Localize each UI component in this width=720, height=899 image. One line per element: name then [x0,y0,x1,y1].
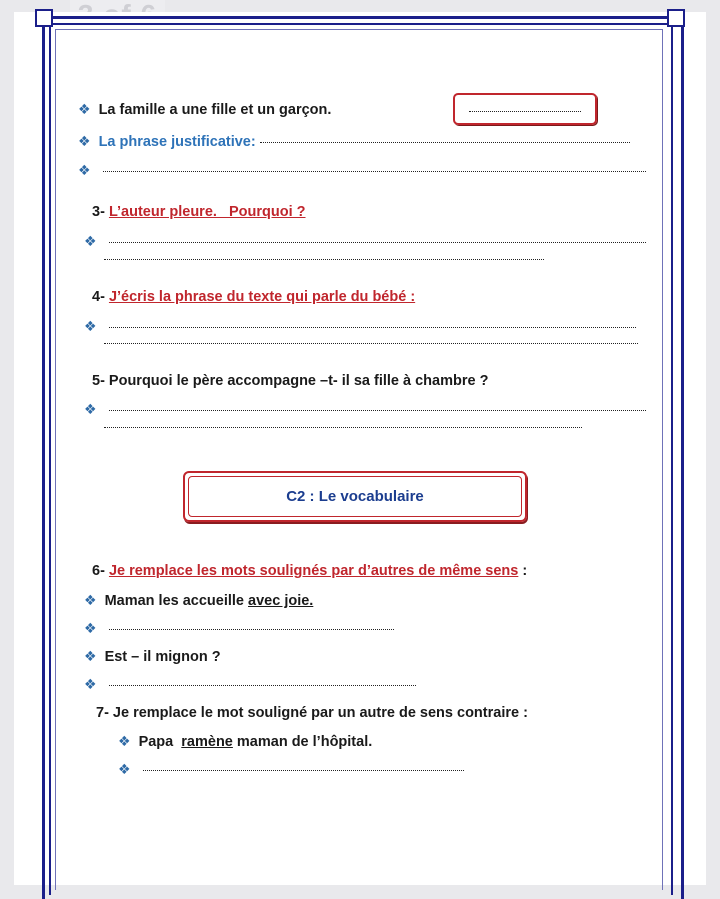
underlined-word: avec joie. [248,593,314,609]
answer-line [84,318,636,335]
diamond-bullet-icon: ❖ [118,761,131,777]
question-number: 4- [92,289,105,305]
diamond-bullet-icon: ❖ [84,233,97,249]
diamond-bullet-icon: ❖ [84,592,97,608]
statement-line [78,101,438,118]
answer-dotted-line[interactable] [104,427,582,428]
question-text: Je remplace les mots soulignés par d’autres de même sens [108,563,519,579]
diamond-bullet-icon: ❖ [84,620,97,636]
question-6 [92,563,527,579]
exercise-item [118,733,372,750]
answer-dotted-line[interactable] [109,242,646,243]
answer-dotted-line[interactable] [104,343,638,344]
diamond-bullet-icon: ❖ [78,162,91,178]
question-text: 7- Je remplace le mot souligné par un autre de sens contraire : [96,705,528,721]
answer-line [100,346,638,347]
answer-line [84,401,646,418]
justification-label: La phrase justificative: [98,134,256,150]
answer-line [78,162,646,179]
true-false-answer-box[interactable] [453,93,597,125]
item-text: maman de l’hôpital. [232,734,373,750]
exercise-item [84,648,221,665]
diamond-bullet-icon: ❖ [118,733,131,749]
diamond-bullet-icon: ❖ [84,648,97,664]
question-4 [92,289,415,305]
question-text: 5- Pourquoi le père accompagne –t- il sa fille à chambre ? [92,373,489,389]
answer-dotted-line[interactable] [143,770,464,771]
answer-dotted-line[interactable] [109,629,394,630]
answer-line [100,430,582,431]
diamond-bullet-icon: ❖ [84,318,97,334]
diamond-bullet-icon: ❖ [78,101,91,117]
justification-line [78,133,630,150]
question-number: 6- [92,563,105,579]
question-number: 3- [92,204,105,220]
underlined-word: ramène [181,734,233,750]
answer-dotted-line[interactable] [109,410,646,411]
item-text: Maman les accueille [104,593,249,609]
diamond-bullet-icon: ❖ [84,401,97,417]
exercise-item [84,592,313,609]
answer-dotted-line[interactable] [260,142,630,143]
section-header-box [183,471,527,522]
question-5 [92,373,488,389]
answer-dotted-line[interactable] [104,259,544,260]
answer-line [84,620,394,637]
answer-dotted-line[interactable] [103,171,646,172]
question-text: J’écris la phrase du texte qui parle du bébé : [108,289,416,305]
answer-line [84,676,416,693]
answer-line [118,761,464,778]
section-title: C2 : Le vocabulaire [286,488,424,505]
question-colon: : [518,563,528,579]
question-text: L’auteur pleure. Pourquoi ? [108,204,306,220]
answer-line [100,262,544,263]
answer-box-dotted-line [469,111,581,112]
item-text: Est – il mignon ? [104,649,221,665]
answer-dotted-line[interactable] [109,685,416,686]
diamond-bullet-icon: ❖ [78,133,91,149]
diamond-bullet-icon: ❖ [84,676,97,692]
statement-text: La famille a une fille et un garçon. [98,102,332,118]
answer-line [84,233,646,250]
item-text: Papa [138,734,182,750]
question-3 [92,204,306,220]
section-header-inner [188,476,522,517]
question-7 [96,705,528,721]
answer-dotted-line[interactable] [109,327,636,328]
